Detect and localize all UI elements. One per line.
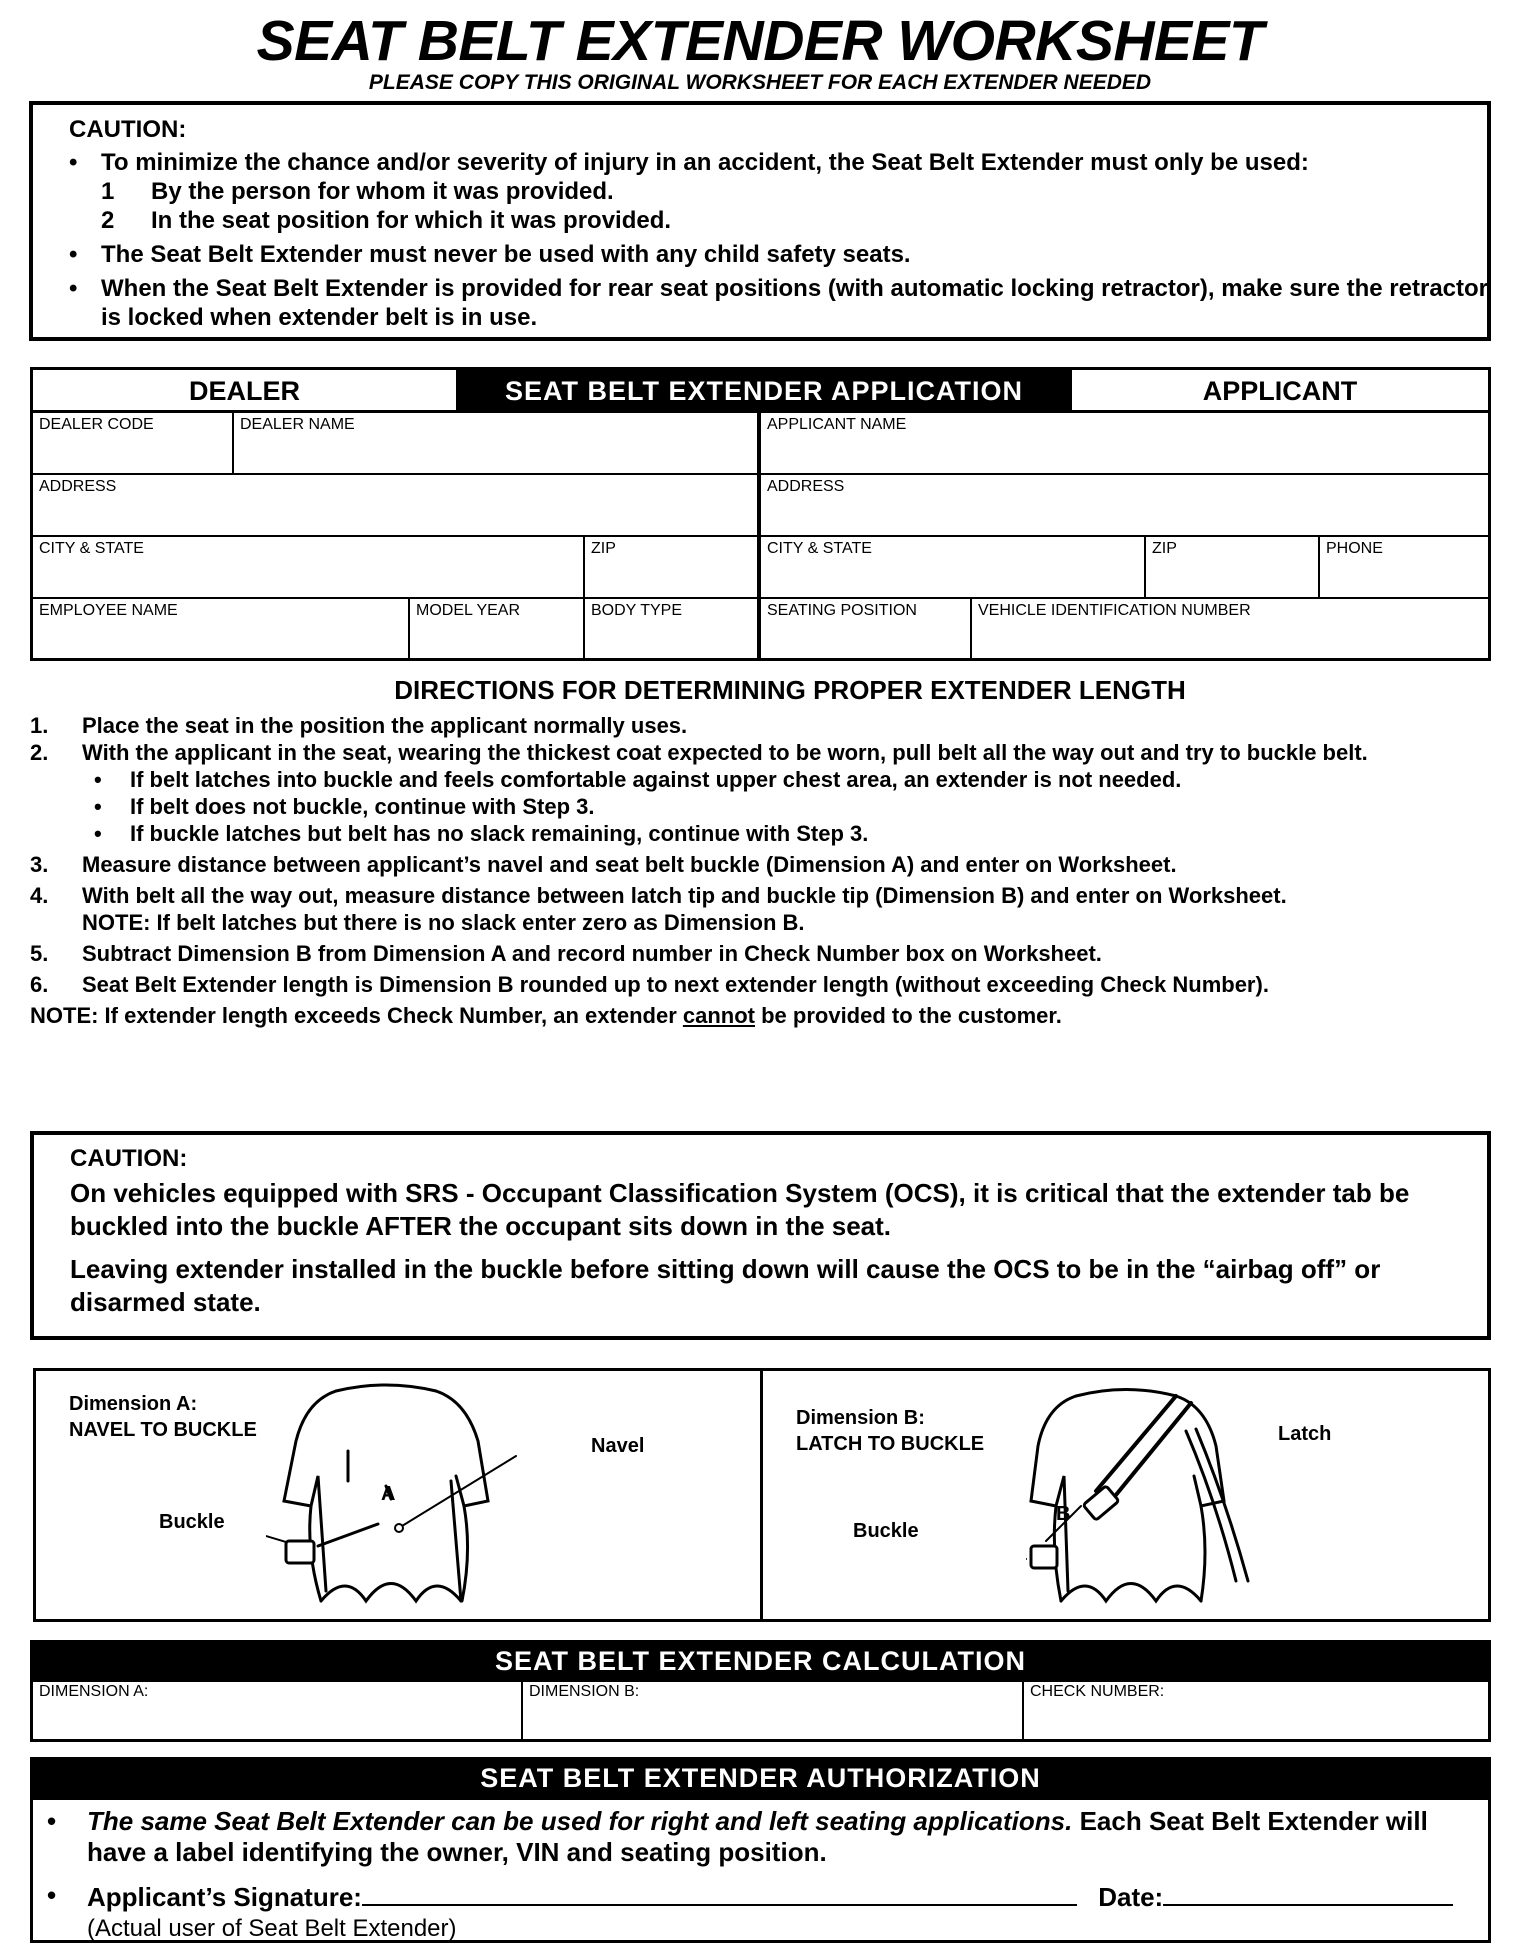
item-text: In the seat position for which it was provided. [151,207,672,234]
direction-substep: • If belt does not buckle, continue with Step 3. [30,793,1490,820]
step-number: 5. [30,941,49,966]
direction-step [30,971,1282,998]
vin-field[interactable]: VEHICLE IDENTIFICATION NUMBER [978,602,1251,619]
dimension-a-letter: A [381,1483,396,1505]
calculation-table [30,1680,1491,1742]
dimension-diagrams [33,1368,1491,1622]
page-title: SEAT BELT EXTENDER WORKSHEET [256,9,1264,73]
step-number: 6. [30,972,49,997]
dimension-b-field[interactable]: DIMENSION B: [523,1680,1024,1739]
authorization-italic-text: The same Seat Belt Extender can be used for right and left seating applications. [87,1806,1073,1836]
caution-bullet: • When the Seat Belt Extender is provided for rear seat positions (with automatic locking retractor), make sure the retractor is locked when extender belt is in use. [69,274,1491,332]
dealer-city-state-field[interactable]: CITY & STATE [33,537,585,599]
page-subtitle: PLEASE COPY THIS ORIGINAL WORKSHEET FOR EACH EXTENDER NEEDED [368,71,1152,94]
dimension-a-field[interactable]: DIMENSION A: [33,1680,523,1739]
direction-step [30,739,1382,766]
signature-line-group [87,1880,1477,1913]
authorization-section [30,1798,1491,1943]
model-year-field[interactable]: MODEL YEAR [410,599,585,658]
date-input-line[interactable] [1163,1880,1453,1906]
caution-heading: CAUTION: [70,1145,188,1172]
direction-substep: • If buckle latches but belt has no slack remaining, continue with Step 3. [30,820,1490,847]
final-note [30,1002,1490,1029]
step-text: Subtract Dimension B from Dimension A and record number in Check Number box on Worksheet. [82,941,1102,966]
step-text: Measure distance between applicant’s navel and seat belt buckle (Dimension A) and enter on Worksheet. [82,852,1177,877]
caution-paragraph: On vehicles equipped with SRS - Occupant Classification System (OCS), it is critical that the extender tab be buckled into the buckle AFTER the occupant sits down in the seat. [70,1178,1410,1241]
direction-step [30,712,1490,739]
dealer-header: DEALER [33,370,458,413]
authorization-text [87,1806,1477,1868]
caution-list [69,148,1487,332]
dealer-name-field[interactable]: DEALER NAME [234,413,761,475]
step-text: Seat Belt Extender length is Dimension B rounded up to next extender length (without exceeding Check Number). [82,972,1269,997]
final-note-text: NOTE: If extender length exceeds Check Number, an extender [30,1003,683,1028]
dimension-b-title: Dimension B: [796,1407,925,1429]
dealer-zip-field[interactable]: ZIP [585,537,761,599]
torso-navel-illustration [266,1381,596,1621]
step-text: With the applicant in the seat, wearing the thickest coat expected to be worn, pull belt all the way out and try to buckle belt. [82,740,1368,765]
application-header: SEAT BELT EXTENDER APPLICATION [458,370,1070,413]
step-number: 1. [30,713,49,738]
signature-note: (Actual user of Seat Belt Extender) [87,1915,457,1942]
dimension-a-subtitle: NAVEL TO BUCKLE [69,1419,257,1441]
authorization-header: SEAT BELT EXTENDER AUTHORIZATION [30,1757,1491,1800]
buckle-label-a: Buckle [159,1511,225,1533]
dealer-code-field[interactable]: DEALER CODE [33,413,234,475]
diagram-divider [760,1371,763,1619]
calculation-header: SEAT BELT EXTENDER CALCULATION [30,1640,1491,1682]
step-text: With belt all the way out, measure distance between latch tip and buckle tip (Dimension B) and enter on Worksheet. [82,883,1287,908]
check-number-field[interactable]: CHECK NUMBER: [1030,1683,1165,1700]
step-number: 2. [30,740,49,765]
item-number: 1 [101,178,115,205]
step-number: 3. [30,852,49,877]
signature-label: Applicant’s Signature: [87,1882,362,1912]
dimension-a-title: Dimension A: [69,1393,198,1415]
caution-numbered-item [101,177,1487,206]
applicant-city-state-field[interactable]: CITY & STATE [761,537,1146,599]
caution-heading: CAUTION: [69,116,187,143]
signature-input-line[interactable] [362,1880,1077,1906]
latch-label: Latch [1278,1423,1332,1445]
direction-step [30,940,1490,967]
employee-name-field[interactable]: EMPLOYEE NAME [33,599,410,658]
dimension-b-subtitle: LATCH TO BUCKLE [796,1433,985,1455]
caution-numbered-item [101,206,1487,235]
navel-label: Navel [591,1435,645,1457]
item-number: 2 [101,207,115,234]
applicant-header: APPLICANT [1070,370,1488,413]
direction-note: NOTE: If belt latches but there is no slack enter zero as Dimension B. [82,910,805,935]
caution-box-usage [29,101,1491,341]
step-number: 4. [30,883,49,908]
torso-latch-illustration [1026,1381,1266,1621]
applicant-zip-field[interactable]: ZIP [1146,537,1320,599]
direction-step [30,851,1490,878]
buckle-label-b: Buckle [853,1520,919,1542]
directions-heading: DIRECTIONS FOR DETERMINING PROPER EXTENDER LENGTH [394,675,1186,705]
caution-box-ocs [30,1131,1491,1340]
bullet-mark: • [47,1880,57,1910]
caution-bullet [69,148,1487,235]
final-note-emphasis: cannot [682,1003,755,1028]
step-text: Place the seat in the position the applicant normally uses. [82,713,688,738]
direction-substep: • If belt latches into buckle and feels comfortable against upper chest area, an extender is not needed. [30,766,1490,793]
applicant-address-field[interactable]: ADDRESS [761,475,1488,537]
seating-position-field[interactable]: SEATING POSITION [761,599,972,658]
date-label: Date: [1098,1882,1164,1912]
body-type-field[interactable]: BODY TYPE [585,599,761,658]
caution-bullet: • The Seat Belt Extender must never be used with any child safety seats. [69,240,1487,269]
final-note-text: be provided to the customer. [755,1003,1062,1028]
authorization-rest-text: Each Seat Belt Extender will have a label identifying the owner, VIN and seating position. [87,1806,1428,1867]
directions-list [30,712,1490,1029]
direction-step [30,882,1322,909]
dealer-address-field[interactable]: ADDRESS [33,475,761,537]
caution-bullet-text: To minimize the chance and/or severity of injury in an accident, the Seat Belt Extender must only be used: [101,149,1309,176]
dimension-b-letter: B [1056,1503,1071,1525]
application-table [30,367,1491,661]
caution-paragraph: Leaving extender installed in the buckle before sitting down will cause the OCS to be in the “airbag off” or disarmed state. [70,1254,1381,1317]
applicant-name-field[interactable]: APPLICANT NAME [761,413,1488,475]
phone-field[interactable]: PHONE [1320,537,1488,599]
bullet-mark: • [47,1806,57,1836]
item-text: By the person for whom it was provided. [151,178,614,205]
